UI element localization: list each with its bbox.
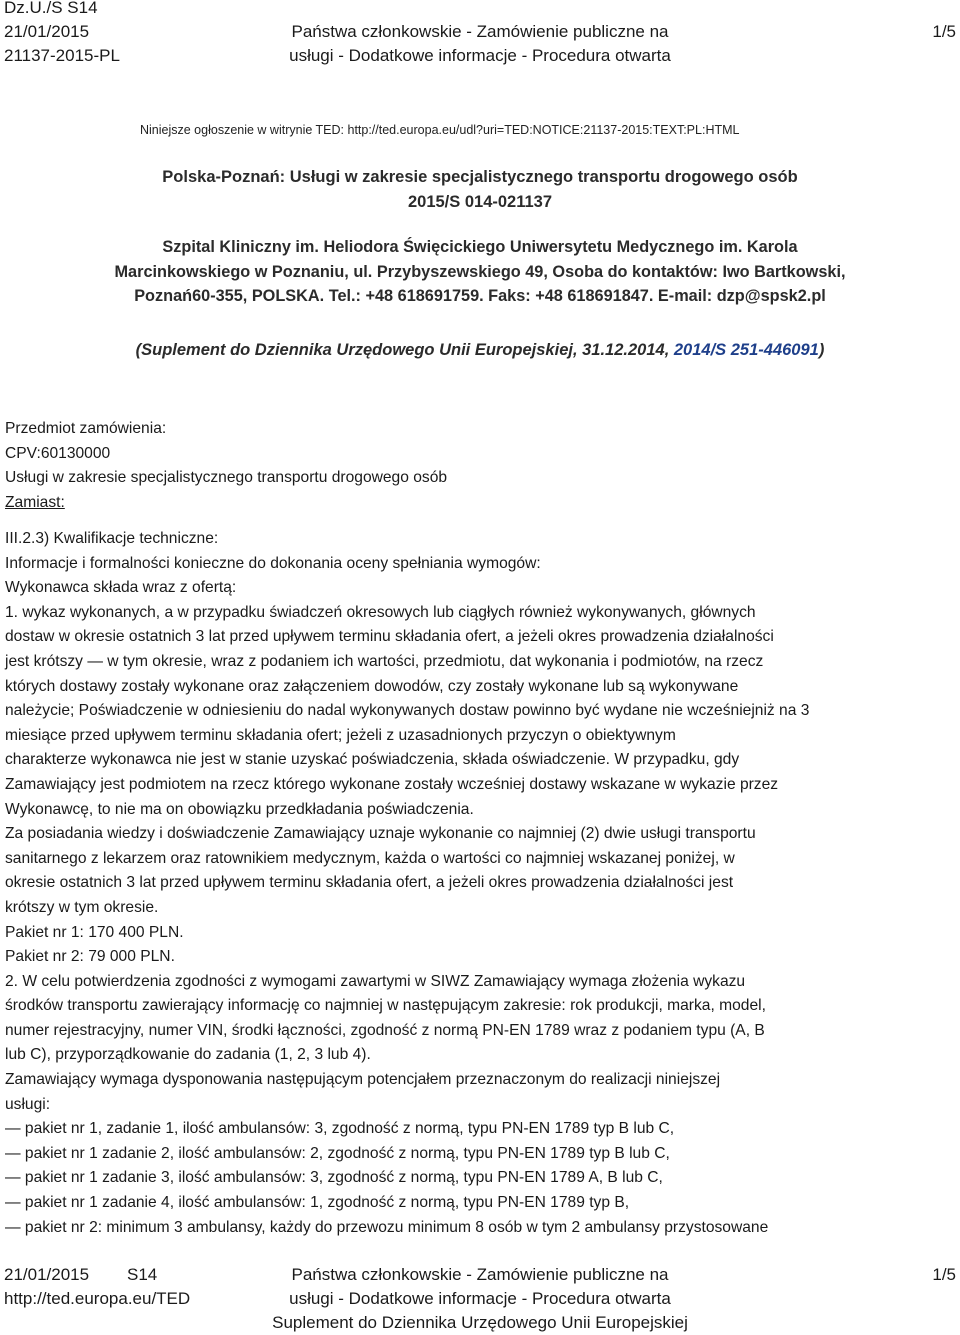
- header-title-line1: Państwa członkowskie - Zamówienie publiczne na: [291, 22, 669, 41]
- body-line: miesiące przed upływem terminu składania ofert; jeżeli z uzasadnionych przyczyn o obiektywnym: [5, 726, 676, 744]
- page-title: Polska-Poznań: Usługi w zakresie specjalistycznego transportu drogowego osób: [162, 168, 798, 186]
- footer-title-line1: Państwa członkowskie - Zamówienie publiczne na: [291, 1265, 669, 1284]
- body-line: dostaw w okresie ostatnich 3 lat przed upływem terminu składania ofert, a jeżeli okres prowadzenia działalności: [5, 628, 774, 646]
- body-line: lub C), przyporządkowanie do zadania (1, 2, 3 lub 4).: [5, 1046, 371, 1064]
- body-line: środków transportu zawierający informację co najmniej w następującym zakresie: rok produkcji, marka, model,: [5, 997, 766, 1015]
- body-line: — pakiet nr 1, zadanie 1, ilość ambulansów: 3, zgodność z normą, typu PN-EN 1789 typ B lub C,: [5, 1120, 675, 1138]
- body-line: Zamawiający wymaga dysponowania następującym potencjałem przeznaczonym do realizacji niniejszej: [5, 1071, 721, 1089]
- contact-block: [60, 235, 900, 309]
- body-line: Za posiadania wiedzy i doświadczenie Zamawiający uznaje wykonanie co najmniej (2) dwie usługi transportu: [5, 825, 756, 843]
- body-line: — pakiet nr 1 zadanie 3, ilość ambulansów: 3, zgodność z normą, typu PN-EN 1789 A, B lub C,: [5, 1169, 663, 1187]
- body-line: numer rejestracyjny, numer VIN, środki łączności, zgodność z normą PN-EN 1789 wraz z podaniem typu (A, B: [5, 1021, 765, 1039]
- header-page-number: 1/5: [932, 22, 956, 41]
- contact-line: Poznań60-355, POLSKA. Tel.: +48 618691759. Faks: +48 618691847. E-mail: dzp@spsk2.pl: [134, 287, 826, 305]
- body-line: Pakiet nr 2: 79 000 PLN.: [5, 948, 175, 966]
- footer-page-number: 1/5: [932, 1265, 956, 1284]
- footer-date: 21/01/2015: [4, 1265, 90, 1284]
- body-text: [5, 527, 950, 1240]
- body-line: — pakiet nr 1 zadanie 4, ilość ambulansów: 1, zgodność z normą, typu PN-EN 1789 typ B,: [5, 1194, 630, 1212]
- body-line: jest krótszy — w tym okresie, wraz z podaniem ich wartości, przedmiotu, dat wykonania i podmiotów, na rzecz: [5, 652, 764, 670]
- notice-link[interactable]: Niniejsze ogłoszenie w witrynie TED: http://ted.europa.eu/udl?uri=TED:NOTICE:21137-2015:TEXT:PL:HTML: [140, 123, 740, 137]
- body-line: Zamawiający jest podmiotem na rzecz którego wykonane zostały wcześniej dostawy wskazane w wykazie przez: [5, 775, 779, 793]
- supplement-prefix: (Suplement do Dziennika Urzędowego Unii Europejskiej, 31.12.2014,: [135, 341, 674, 359]
- body-line: usługi:: [5, 1095, 51, 1113]
- body-line: należycie; Poświadczenie w odniesieniu do nadal wykonywanych dostaw powinno być wydane nie wcześniejniż na 3: [5, 702, 810, 720]
- body-line: Wykonawca składa wraz z ofertą:: [5, 579, 237, 597]
- body-line: — pakiet nr 1 zadanie 2, ilość ambulansów: 2, zgodność z normą, typu PN-EN 1789 typ B lub C,: [5, 1144, 670, 1162]
- header-doc-code: Dz.U./S S14: [4, 0, 98, 17]
- body-line: sanitarnego z lekarzem oraz ratownikiem medycznym, każda o wartości co najmniej wskazanej poniżej, w: [5, 849, 735, 867]
- footer-title-line3: Suplement do Dziennika Urzędowego Unii Europejskiej: [272, 1313, 688, 1332]
- body-line: krótszy w tym okresie.: [5, 898, 159, 916]
- supplement-reference: [0, 341, 960, 360]
- instead-label: Zamiast:: [5, 493, 65, 511]
- body-line: których dostawy zostały wykonane oraz załączeniem dowodów, czy zostały wykonane lub są wykonywane: [5, 677, 739, 695]
- body-line: charakterze wykonawca nie jest w stanie uzyskać poświadczenia, składa oświadczenie. W przypadku, gdy: [5, 751, 740, 769]
- footer-issue: S14: [127, 1265, 158, 1284]
- body-line: okresie ostatnich 3 lat przed upływem terminu składania ofert, a jeżeli okres prowadzenia działalności jest: [5, 874, 734, 892]
- subject-block: [5, 417, 950, 515]
- notice-reference: 2015/S 014-021137: [407, 193, 553, 211]
- contact-line: Szpital Kliniczny im. Heliodora Święcickiego Uniwersytetu Medycznego im. Karola: [162, 238, 798, 256]
- body-line: 2. W celu potwierdzenia zgodności z wymogami zawartymi w SIWZ Zamawiający wymaga złożenia wykazu: [5, 972, 746, 990]
- body-line: — pakiet nr 2: minimum 3 ambulansy, każdy do przewozu minimum 8 osób w tym 2 ambulansy przystosowane: [5, 1218, 769, 1236]
- body-line: Pakiet nr 1: 170 400 PLN.: [5, 923, 184, 941]
- supplement-suffix: ): [818, 341, 825, 359]
- header-date: 21/01/2015: [4, 22, 90, 41]
- body-line: Informacje i formalności konieczne do dokonania oceny spełniania wymogów:: [5, 554, 541, 572]
- subject-description: Usługi w zakresie specjalistycznego transportu drogowego osób: [5, 469, 448, 487]
- subject-label: Przedmiot zamówienia:: [5, 420, 167, 437]
- body-line: III.2.3) Kwalifikacje techniczne:: [5, 530, 219, 547]
- body-line: Wykonawcę, to nie ma on obowiązku przedkładania poświadczenia.: [5, 800, 474, 818]
- body-line: 1. wykaz wykonanych, a w przypadku świadczeń okresowych lub ciągłych również wykonywanych, głównych: [5, 603, 756, 621]
- footer-url[interactable]: http://ted.europa.eu/TED: [4, 1289, 191, 1308]
- header-notice-id: 21137-2015-PL: [4, 46, 120, 65]
- contact-line: Marcinkowskiego w Poznaniu, ul. Przybyszewskiego 49, Osoba do kontaktów: Iwo Bartkowski,: [114, 262, 846, 281]
- supplement-link[interactable]: 2014/S 251-446091: [673, 341, 819, 359]
- subject-cpv: CPV:60130000: [5, 444, 111, 462]
- footer-title-line2: usługi - Dodatkowe informacje - Procedura otwarta: [289, 1289, 671, 1308]
- header-title-line2: usługi - Dodatkowe informacje - Procedura otwarta: [289, 46, 671, 65]
